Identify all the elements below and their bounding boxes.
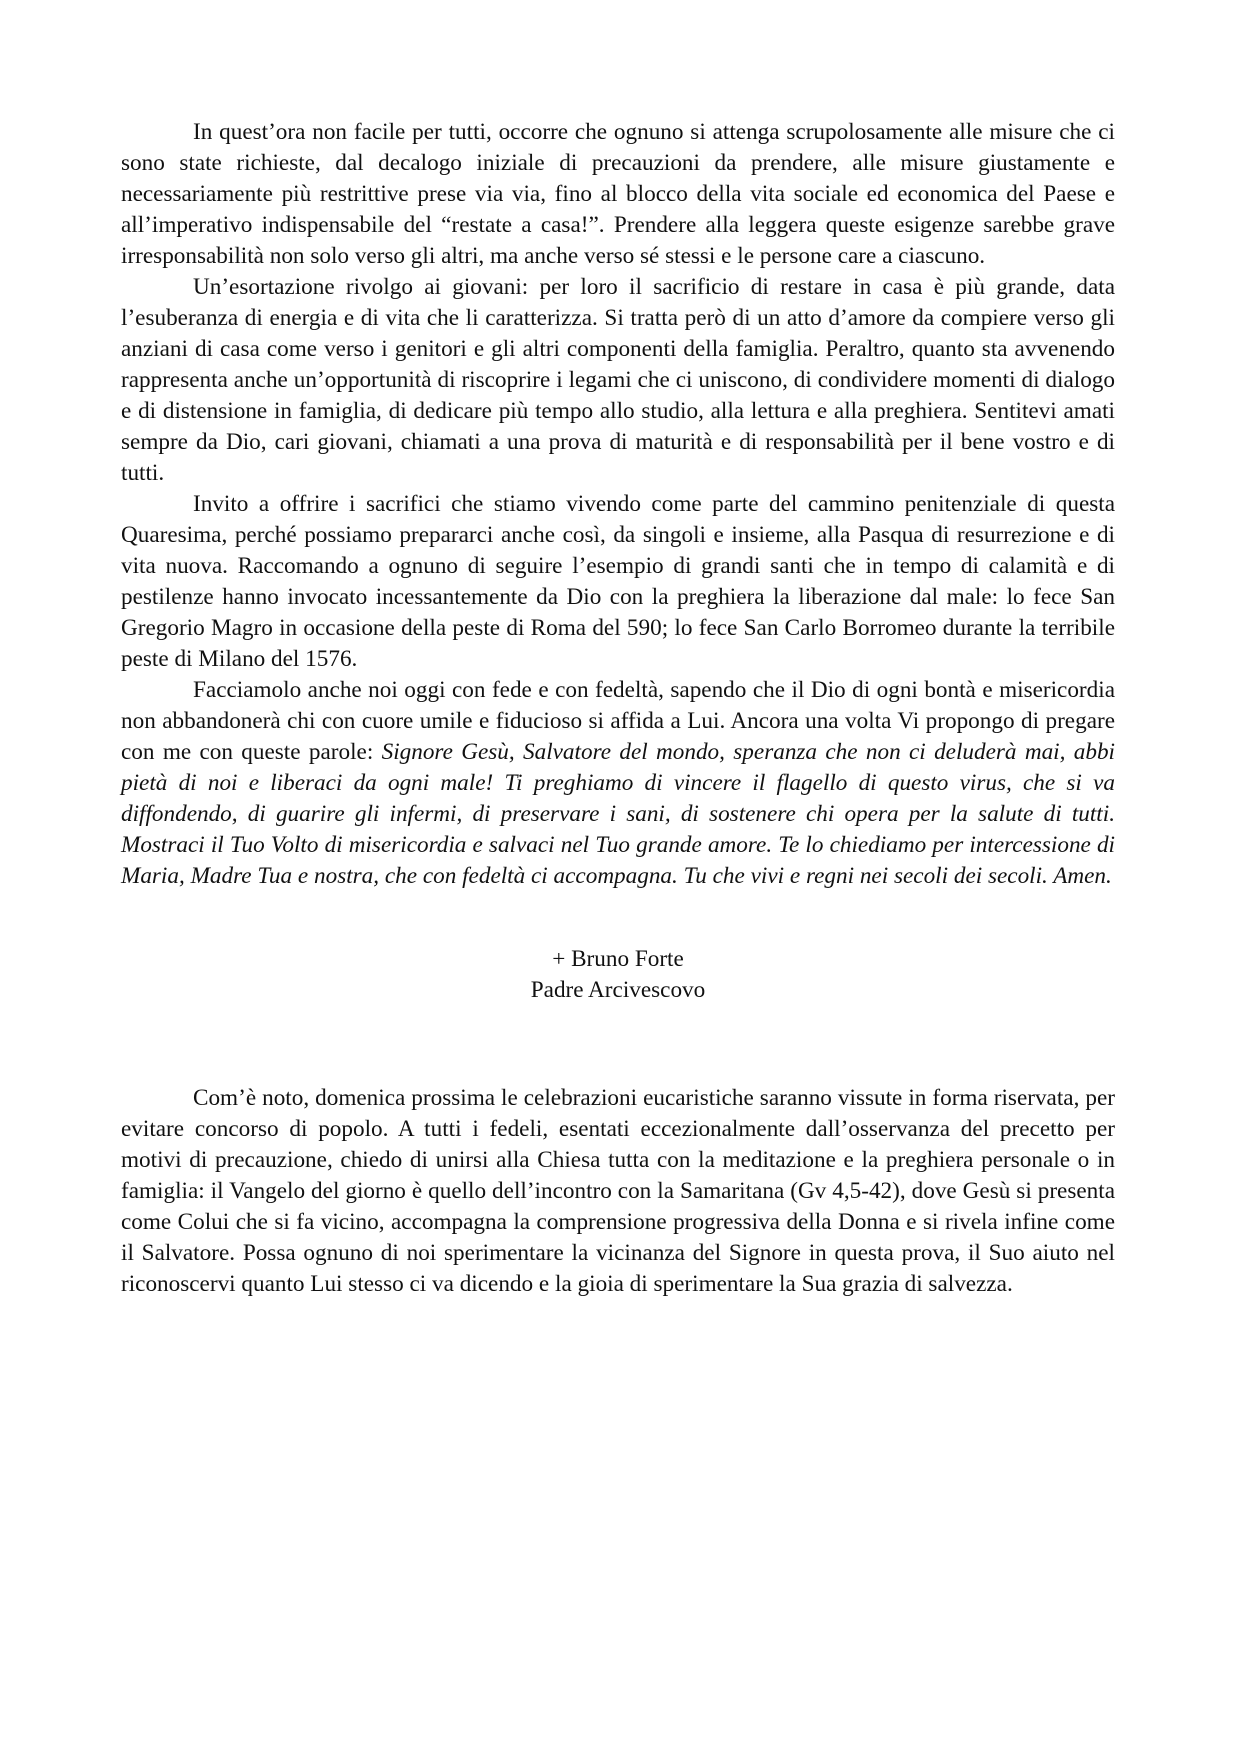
paragraph-sunday-note: Com’è noto, domenica prossima le celebrazioni eucaristiche saranno vissute in forma riservata, per evitare concorso di popolo. A tutti i fedeli, esentati eccezionalmente dall’osservanza del precetto per motivi di precauzione, chiedo di unirsi alla Chiesa tutta con la meditazione e la preghiera personale o in famiglia: il Vangelo del giorno è quello dell’incontro con la Samaritana (Gv 4,5-42), dove Gesù si presenta come Colui che si fa vicino, accompagna la comprensione progressiva della Donna e si rivela infine come il Salvatore. Possa ognuno di noi sperimentare la vicinanza del Signore in questa prova, il Suo aiuto nel riconoscervi quanto Lui stesso ci va dicendo e la gioia di sperimentare la Sua grazia di salvezza. bbox=[121, 1085, 1115, 1297]
document-page bbox=[121, 117, 1115, 1300]
paragraph-prayer bbox=[121, 675, 1115, 892]
prayer-text: Signore Gesù, Salvatore del mondo, speranza che non ci deluderà mai, abbi pietà di noi e liberaci da ogni male! Ti preghiamo di vincere il flagello di questo virus, che si va diffondendo, di guarire gli infermi, di preservare i sani, di sostenere chi opera per la salute di tutti. Mostraci il Tuo Volto di misericordia e salvaci nel Tuo grande amore. Te lo chiediamo per intercessione di Maria, Madre Tua e nostra, che con fedeltà ci accompagna. Tu che vivi e regni nei secoli dei secoli. Amen. bbox=[121, 739, 1115, 889]
signature-block bbox=[121, 944, 1115, 1006]
signature-title: Padre Arcivescovo bbox=[530, 977, 706, 1003]
paragraph-lent: Invito a offrire i sacrifici che stiamo vivendo come parte del cammino penitenziale di questa Quaresima, perché possiamo prepararci anche così, da singoli e insieme, alla Pasqua di resurrezione e di vita nuova. Raccomando a ognuno di seguire l’esempio di grandi santi che in tempo di calamità e di pestilenze hanno invocato incessantemente da Dio con la preghiera la liberazione dal male: lo fece San Gregorio Magro in occasione della peste di Roma del 590; lo fece San Carlo Borromeo durante la terribile peste di Milano del 1576. bbox=[121, 491, 1115, 672]
signature-name: + Bruno Forte bbox=[552, 946, 684, 972]
paragraph-youth: Un’esortazione rivolgo ai giovani: per loro il sacrificio di restare in casa è più grande, data l’esuberanza di energia e di vita che li caratterizza. Si tratta però di un atto d’amore da compiere verso gli anziani di casa come verso i genitori e gli altri componenti della famiglia. Peraltro, quanto sta avvenendo rappresenta anche un’opportunità di riscoprire i legami che ci uniscono, di condividere momenti di dialogo e di distensione in famiglia, di dedicare più tempo allo studio, alla lettura e alla preghiera. Sentitevi amati sempre da Dio, cari giovani, chiamati a una prova di maturità e di responsabilità per il bene vostro e di tutti. bbox=[121, 274, 1115, 486]
prayer-intro-text: Facciamolo anche noi oggi con fede e con fedeltà, sapendo che il Dio di ogni bontà e misericordia non abbandonerà chi con cuore umile e fiducioso si affida a Lui. Ancora una volta Vi propongo di pregare con me con queste parole: bbox=[121, 677, 1115, 765]
paragraph-stay-home: In quest’ora non facile per tutti, occorre che ognuno si attenga scrupolosamente alle misure che ci sono state richieste, dal decalogo iniziale di precauzioni da prendere, alle misure giustamente e necessariamente più restrittive prese via via, fino al blocco della vita sociale ed economica del Paese e all’imperativo indispensabile del “restate a casa!”. Prendere alla leggera queste esigenze sarebbe grave irresponsabilità non solo verso gli altri, ma anche verso sé stessi e le persone care a ciascuno. bbox=[121, 119, 1115, 269]
